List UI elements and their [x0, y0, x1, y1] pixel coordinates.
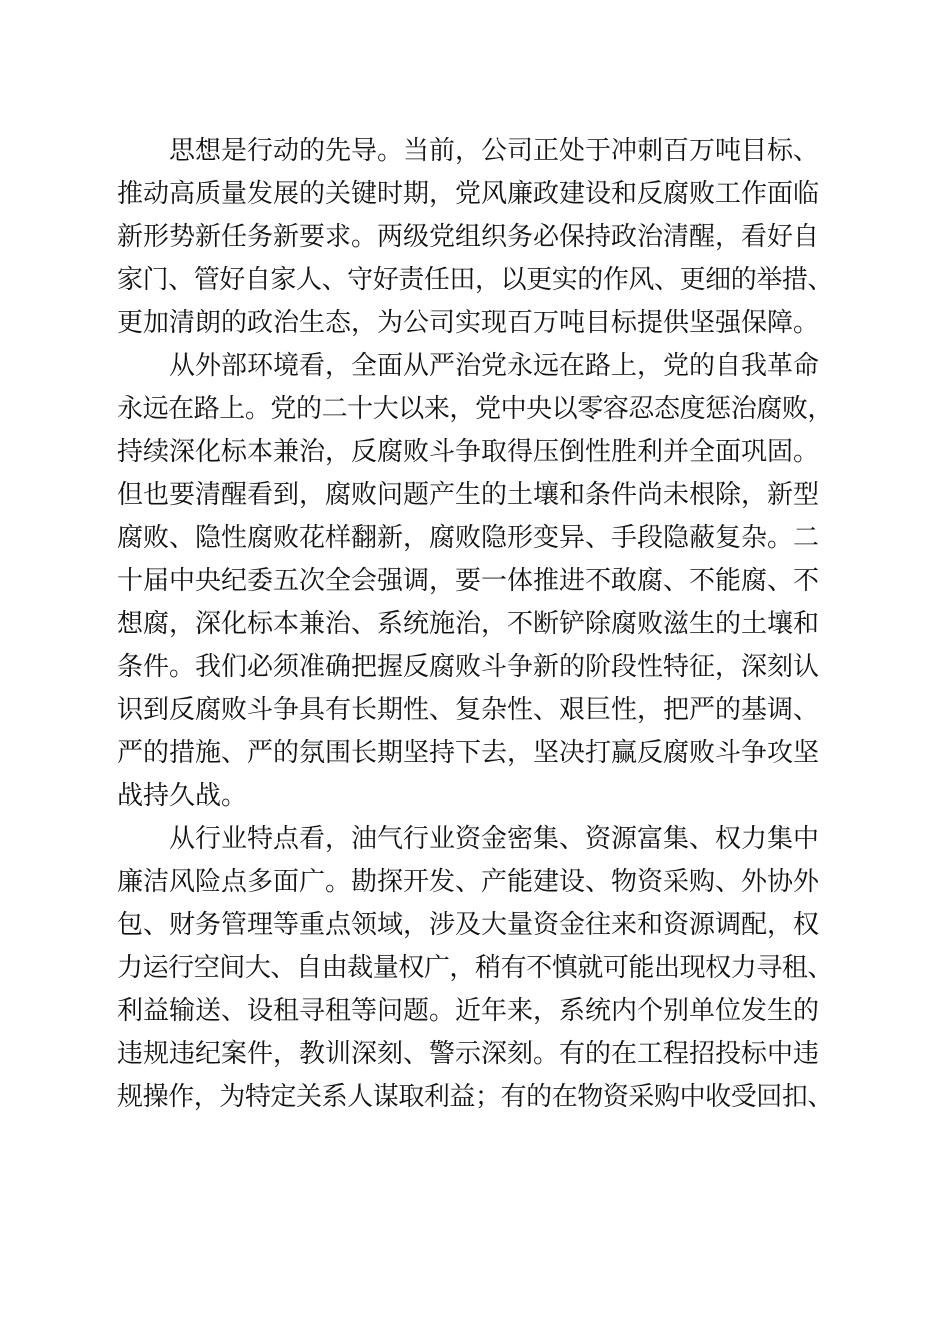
paragraph-line: 想腐，深化标本兼治、系统施治，不断铲除腐败滋生的土壤和: [117, 609, 820, 639]
paragraph-line: 推动高质量发展的关键时期，党风廉政建设和反腐败工作面临: [117, 179, 820, 209]
paragraph-line: 识到反腐败斗争具有长期性、复杂性、艰巨性，把严的基调、: [117, 695, 820, 725]
paragraph-line: 包、财务管理等重点领域，涉及大量资金往来和资源调配，权: [117, 910, 820, 940]
paragraph-line: 严的措施、严的氛围长期坚持下去，坚决打赢反腐败斗争攻坚: [117, 738, 820, 768]
paragraph-line: 规操作，为特定关系人谋取利益；有的在物资采购中收受回扣、: [117, 1082, 834, 1112]
paragraph-line: 从外部环境看，全面从严治党永远在路上，党的自我革命: [169, 351, 820, 381]
paragraph-line: 永远在路上。党的二十大以来，党中央以零容忍态度惩治腐败，: [117, 394, 834, 424]
paragraph-line: 力运行空间大、自由裁量权广，稍有不慎就可能出现权力寻租、: [117, 953, 834, 983]
paragraph-line: 违规违纪案件，教训深刻、警示深刻。有的在工程招投标中违: [117, 1039, 820, 1069]
paragraph-line: 十届中央纪委五次全会强调，要一体推进不敢腐、不能腐、不: [117, 566, 820, 596]
paragraph-1: [117, 130, 833, 345]
paragraph-line: 更加清朗的政治生态，为公司实现百万吨目标提供坚强保障。: [117, 308, 820, 338]
document-body: [117, 130, 833, 1119]
paragraph-line: 家门、管好自家人、守好责任田，以更实的作风、更细的举措、: [117, 265, 834, 295]
paragraph-line: 新形势新任务新要求。两级党组织务必保持政治清醒，看好自: [117, 222, 820, 252]
paragraph-line: 但也要清醒看到，腐败问题产生的土壤和条件尚未根除，新型: [117, 480, 820, 510]
paragraph-line: 从行业特点看，油气行业资金密集、资源富集、权力集中: [169, 824, 820, 854]
paragraph-3: [117, 818, 833, 1119]
paragraph-line: 利益输送、设租寻租等问题。近年来，系统内个别单位发生的: [117, 996, 820, 1026]
paragraph-line: 腐败、隐性腐败花样翻新，腐败隐形变异、手段隐蔽复杂。二: [117, 523, 820, 553]
paragraph-line: 思想是行动的先导。当前，公司正处于冲刺百万吨目标、: [169, 136, 820, 166]
paragraph-2: [117, 345, 833, 818]
paragraph-line: 战持久战。: [117, 781, 248, 811]
paragraph-line: 持续深化标本兼治，反腐败斗争取得压倒性胜利并全面巩固。: [117, 437, 820, 467]
paragraph-line: 条件。我们必须准确把握反腐败斗争新的阶段性特征，深刻认: [117, 652, 820, 682]
paragraph-line: 廉洁风险点多面广。勘探开发、产能建设、物资采购、外协外: [117, 867, 820, 897]
